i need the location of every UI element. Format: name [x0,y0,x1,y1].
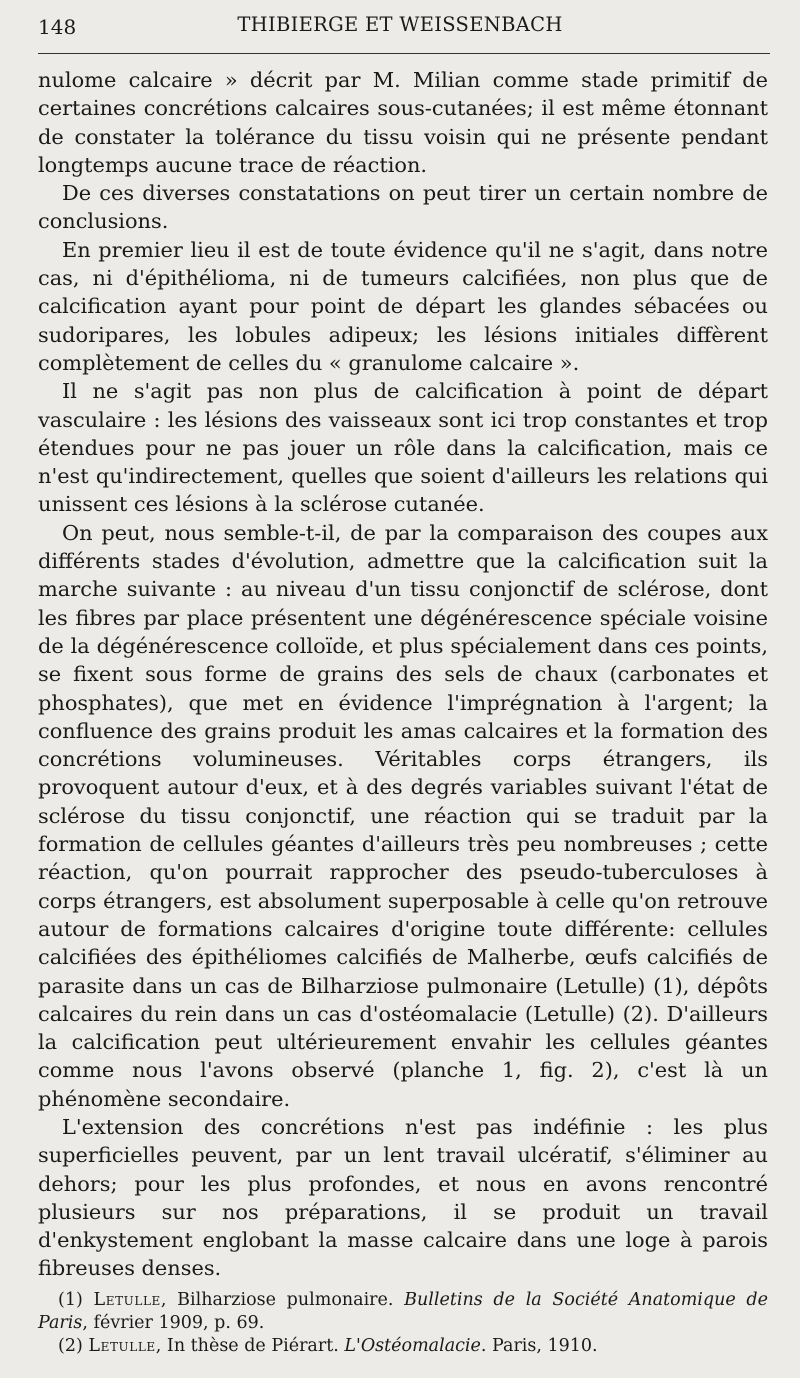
page-number: 148 [38,15,77,39]
footnote-journal: L'Ostéomalacie [344,1336,481,1356]
running-head: THIBIERGE ET WEISSENBACH [237,13,563,36]
paragraph: On peut, nous semble-t-il, de par la comparaison des coupes aux différents stades d'évolution, admettre que la calcification suit la marche suivante : au niveau d'un tissu conjonctif de sclérose, dont les fibres par place présentent une dégénérescence spéciale voisine de la dégénérescence colloïde, et plus spécialement dans ces points, se fixent sous forme de grains des sels de chaux (carbonates et phosphates), que met en évidence l'imprégnation à l'argent; la confluence des grains produit les amas calcaires et la formation des concrétions volumineuses. Véritables corps étrangers, ils provoquent autour d'eux, et à des degrés variables suivant l'état de sclérose du tissu conjonctif, une réaction qui se traduit par la formation de cellules géantes d'ailleurs très peu nombreuses ; cette réaction, qu'on pourrait rapprocher des pseudo-tuberculoses à corps étrangers, est absolument superposable à celle qu'on retrouve autour de formations calcaires d'origine toute différente: cellules calcifiées des épithéliomes calcifiés de Malherbe, œufs calcifiés de parasite dans un cas de Bilharziose pulmonaire (Letulle) (1), dépôts calcaires du rein dans un cas d'ostéomalacie (Letulle) (2). D'ailleurs la calcification peut ultérieurement envahir les cellules géantes comme nous l'avons observé (planche 1, fig. 2), c'est là un phénomène secondaire. [38,520,768,1111]
header-rule [38,53,770,54]
footnotes [38,1289,768,1359]
footnote-journal: Bulletins de la Société Anatomique de Paris [38,1290,768,1333]
paragraph: L'extension des concrétions n'est pas indéfinie : les plus superficielles peuvent, par un lent travail ulcératif, s'éliminer au dehors; pour les plus profondes, et nous en avons rencontré plusieurs sur nos préparations, il se produit un travail d'enkystement englobant la masse calcaire dans une loge à parois fibreuses denses. [38,1114,768,1281]
paragraph: Il ne s'agit pas non plus de calcification à point de départ vasculaire : les lésions des vaisseaux sont ici trop constantes et trop étendues pour ne pas jouer un rôle dans la calcification, mais ce n'est qu'indirectement, quelles que soient d'ailleurs les relations qui unissent ces lésions à la sclérose cutanée. [38,379,768,517]
paragraph: De ces diverses constatations on peut tirer un certain nombre de conclusions. [38,181,768,234]
page-header [0,0,800,50]
footnote [38,1335,768,1358]
footnote-marker: (2) [58,1336,83,1356]
footnote-marker: (1) [58,1290,83,1310]
footnote-author: Letulle [88,1336,156,1356]
paragraph: En premier lieu il est de toute évidence qu'il ne s'agit, dans notre cas, ni d'épithélioma, ni de tumeurs calcifiées, non plus que de calcification ayant pour point de départ les glandes sébacées ou sudoripares, les lobules adipeux; les lésions initiales diffèrent complètement de celles du « granulome calcaire ». [38,237,768,375]
footnote-rest: , février 1909, p. 69. [82,1312,265,1333]
body-text [38,66,768,1283]
footnote-text: , Bilharziose pulmonaire. [160,1290,405,1310]
footnote-rest: . Paris, 1910. [480,1336,598,1356]
footnote [38,1289,768,1334]
footnote-author: Letulle [93,1290,161,1310]
paragraph: nulome calcaire » décrit par M. Milian comme stade primitif de certaines concrétions calcaires sous-cutanées; il est même étonnant de constater la tolérance du tissu voisin qui ne présente pendant longtemps aucune trace de réaction. [38,68,768,177]
footnote-text: , In thèse de Piérart. [155,1336,345,1356]
